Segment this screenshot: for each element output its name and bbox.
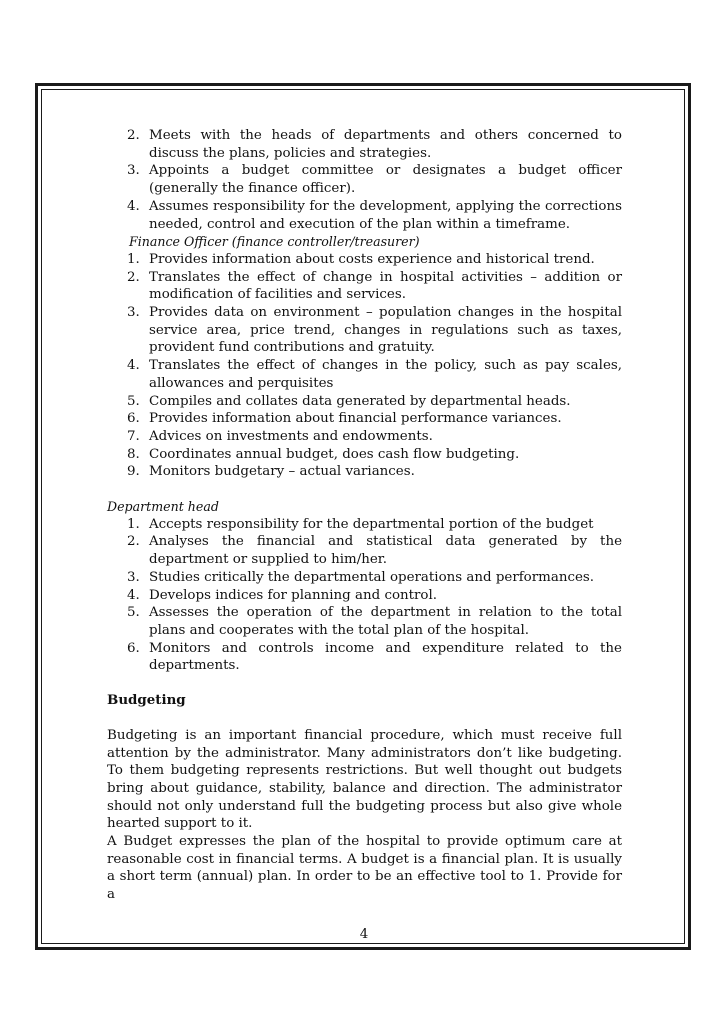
list-item	[107, 304, 622, 357]
list-item	[107, 587, 622, 605]
budgeting-paragraph-2: A Budget expresses the plan of the hospital to provide optimum care at reasonable cost in financial terms. A budget is a financial plan. It is usually a short term (annual) plan. In order to be an effective tool to 1. Provide for a	[107, 834, 622, 903]
list-item	[107, 198, 622, 233]
list-number: 3.	[127, 569, 140, 585]
list-number: 1.	[127, 516, 140, 532]
list-text: Analyses the financial and statistical data generated by the department or supplied to him/her.	[149, 534, 622, 568]
budgeting-title: Budgeting	[107, 692, 186, 709]
department-head-list	[107, 516, 622, 675]
list-number: 4.	[127, 358, 140, 374]
list-text: Provides data on environment – population changes in the hospital service area, price trend, changes in regulations such as taxes, provident fund contributions and gratuity.	[149, 305, 622, 356]
list-item	[107, 251, 622, 269]
list-item	[107, 640, 622, 675]
list-number: 2.	[127, 269, 140, 285]
list-number: 4.	[127, 198, 140, 214]
page-number: 4	[359, 927, 369, 942]
list-item	[107, 516, 622, 534]
list-text: Provides information about costs experience and historical trend.	[149, 251, 595, 267]
list-text: Assesses the operation of the department in relation to the total plans and cooperates with the total plan of the hospital.	[149, 605, 622, 638]
list-number: 1.	[127, 251, 140, 267]
department-head-heading: Department head	[107, 499, 219, 515]
list-item	[107, 410, 622, 428]
list-number: 7.	[127, 428, 140, 444]
list-number: 5.	[127, 605, 140, 621]
list-text: Provides information about financial performance variances.	[149, 411, 562, 427]
list-text: Compiles and collates data generated by departmental heads.	[149, 393, 571, 409]
list-text: Monitors budgetary – actual variances.	[149, 464, 415, 480]
top-list	[107, 127, 622, 233]
finance-officer-list	[107, 251, 622, 481]
list-number: 5.	[127, 393, 140, 409]
list-item	[107, 269, 622, 304]
list-text: Accepts responsibility for the departmental portion of the budget	[149, 516, 594, 532]
list-text: Appoints a budget committee or designates a budget officer (generally the finance officer).	[149, 163, 622, 197]
list-text: Translates the effect of change in hospital activities – addition or modification of facilities and services.	[149, 269, 622, 303]
list-item	[107, 569, 622, 587]
list-number: 3.	[127, 163, 140, 179]
list-item	[107, 446, 622, 464]
list-item	[107, 357, 622, 392]
list-text: Translates the effect of changes in the policy, such as pay scales, allowances and perquisites	[149, 358, 622, 391]
list-number: 2.	[127, 534, 140, 550]
list-number: 6.	[127, 640, 140, 656]
list-text: Studies critically the departmental operations and performances.	[149, 569, 595, 585]
list-text: Assumes responsibility for the development, applying the corrections needed, control and execution of the plan within a timeframe.	[149, 198, 622, 232]
finance-officer-heading: Finance Officer (finance controller/treasurer)	[129, 234, 420, 250]
list-item	[107, 127, 622, 162]
list-text: Monitors and controls income and expenditure related to the departments.	[149, 640, 622, 674]
list-number: 8.	[127, 446, 140, 462]
list-number: 6.	[127, 411, 140, 427]
list-number: 2.	[127, 128, 140, 143]
list-item	[107, 162, 622, 197]
list-number: 3.	[127, 305, 140, 321]
list-text: Coordinates annual budget, does cash flow budgeting.	[149, 446, 520, 462]
budgeting-paragraph-1: Budgeting is an important financial procedure, which must receive full attention by the administrator. Many administrators don’t like budgeting. To them budgeting represents restrictions. But well thought out budgets bring about guidance, stability, balance and direction. The administrator should not only understand full the budgeting process but also give whole hearted support to it.	[107, 727, 622, 832]
list-number: 9.	[127, 464, 140, 480]
list-item	[107, 604, 622, 639]
list-text: Meets with the heads of departments and others concerned to discuss the plans, policies and strategies.	[149, 128, 622, 161]
list-item	[107, 533, 622, 568]
list-text: Develops indices for planning and control.	[149, 587, 438, 603]
list-item	[107, 428, 622, 446]
list-number: 4.	[127, 587, 140, 603]
list-text: Advices on investments and endowments.	[149, 428, 433, 444]
list-item	[107, 463, 622, 481]
list-item	[107, 393, 622, 411]
document-body	[107, 127, 622, 904]
